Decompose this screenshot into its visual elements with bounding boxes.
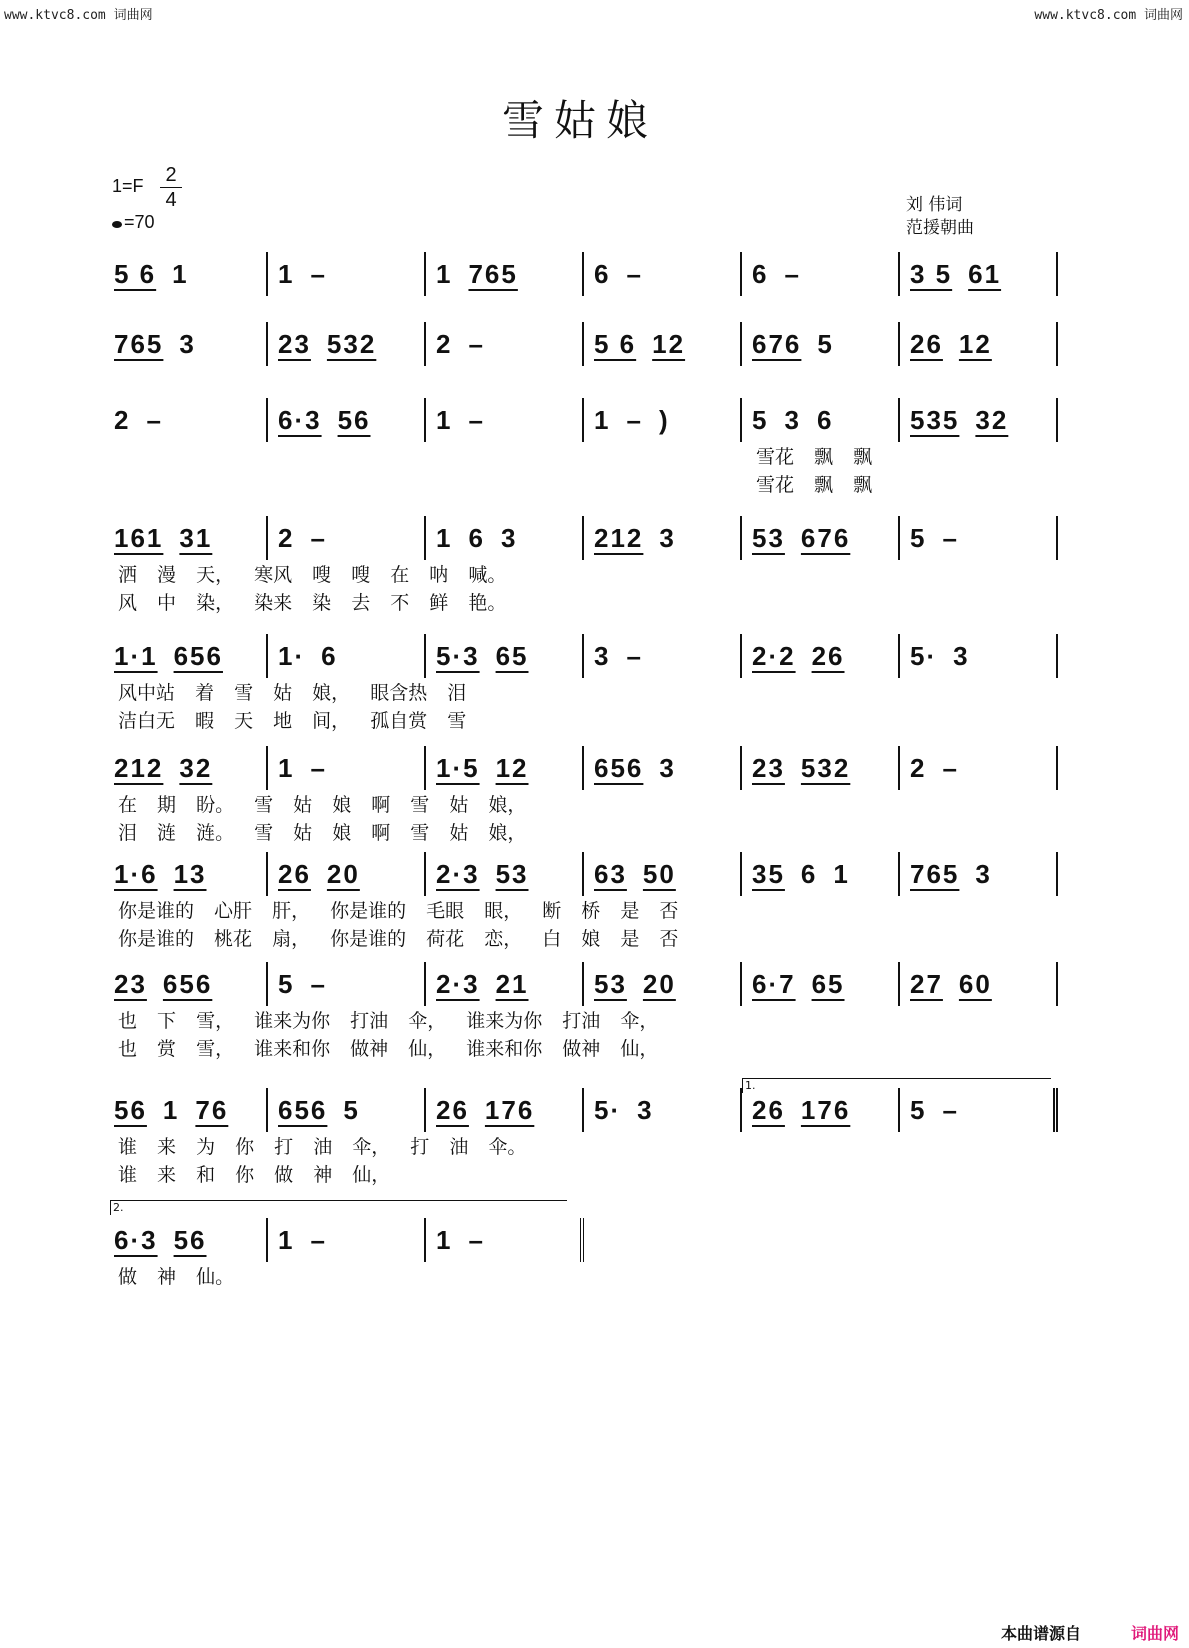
note-group: 23 bbox=[752, 753, 785, 783]
watermark-left: www.ktvc8.com 词曲网 bbox=[4, 8, 153, 23]
note-group: – bbox=[942, 1095, 959, 1125]
measure bbox=[742, 1088, 900, 1132]
note-group: 20 bbox=[642, 969, 676, 999]
measure bbox=[268, 852, 426, 896]
song-title: 雪姑娘 bbox=[501, 96, 658, 145]
notes-line bbox=[110, 1088, 1055, 1132]
note-group: 3 5 bbox=[910, 259, 953, 289]
footer bbox=[1001, 1621, 1179, 1644]
notes-line bbox=[110, 746, 1055, 790]
score-row bbox=[110, 962, 1055, 1062]
note-group: 765 bbox=[114, 329, 164, 359]
note-group: 1 bbox=[278, 753, 295, 783]
score-row bbox=[110, 322, 1055, 366]
note-group: 5 6 bbox=[594, 329, 637, 359]
notes-line bbox=[110, 398, 1055, 442]
note-group: 1 bbox=[278, 259, 295, 289]
notes-line bbox=[110, 322, 1055, 366]
note-group: 1·1 bbox=[114, 641, 158, 671]
measure bbox=[426, 516, 584, 560]
note-group: 5 bbox=[910, 1095, 927, 1125]
note-group: – bbox=[468, 1225, 485, 1255]
lyrics-line: 泪 涟 涟。 雪 姑 娘 啊 雪 姑 娘， bbox=[118, 822, 527, 844]
note-group: 13 bbox=[173, 859, 207, 889]
note-group: 1 bbox=[833, 859, 850, 889]
note-group: 26 bbox=[811, 641, 845, 671]
note-group: 176 bbox=[800, 1095, 851, 1125]
measure bbox=[268, 398, 426, 442]
footer-brand: 词曲网 bbox=[1130, 1624, 1179, 1643]
note-group: 26 bbox=[910, 329, 943, 359]
quarter-note-icon bbox=[112, 221, 122, 228]
lyrics-line: 谁 来 为 你 打 油 伞， 打 油 伞。 bbox=[118, 1136, 527, 1158]
measure bbox=[426, 634, 584, 678]
footer-source: 本曲谱源自 bbox=[1000, 1624, 1081, 1643]
measure bbox=[110, 1088, 268, 1132]
note-group: 5· bbox=[594, 1095, 622, 1125]
note-group: – bbox=[468, 405, 485, 435]
measure bbox=[584, 1088, 742, 1132]
note-group: 32 bbox=[179, 753, 213, 783]
note-group: 5 bbox=[817, 329, 834, 359]
note-group: – bbox=[626, 259, 643, 289]
note-group: 26 bbox=[278, 859, 311, 889]
note-group: 5· bbox=[910, 641, 938, 671]
note-group: 1 bbox=[594, 405, 611, 435]
measure bbox=[900, 398, 1058, 442]
tempo-value: =70 bbox=[124, 212, 155, 232]
lyrics-line: 洁白无 暇 天 地 间， 孤自赏 雪 bbox=[118, 710, 467, 732]
measure bbox=[742, 962, 900, 1006]
note-group: 535 bbox=[910, 405, 960, 435]
note-group: – bbox=[310, 753, 327, 783]
notes-line bbox=[110, 634, 1055, 678]
note-group: 1·6 bbox=[114, 859, 158, 889]
note-group: 2·3 bbox=[436, 969, 480, 999]
measure bbox=[584, 322, 742, 366]
measure bbox=[110, 1218, 268, 1262]
note-group: 61 bbox=[968, 259, 1002, 289]
measure bbox=[268, 1088, 426, 1132]
note-group: 1 bbox=[436, 405, 453, 435]
measure bbox=[742, 322, 900, 366]
note-group: 2 bbox=[278, 523, 295, 553]
note-group: 6·3 bbox=[278, 405, 322, 435]
notes-line bbox=[110, 852, 1055, 896]
score-row bbox=[110, 516, 1055, 616]
measure bbox=[742, 252, 900, 296]
note-group: 2·3 bbox=[436, 859, 480, 889]
measure bbox=[900, 252, 1058, 296]
note-group: – bbox=[310, 259, 327, 289]
measure bbox=[268, 634, 426, 678]
note-group: 26 bbox=[752, 1095, 785, 1125]
measure bbox=[900, 322, 1058, 366]
note-group: 56 bbox=[114, 1095, 147, 1125]
note-group: 6·3 bbox=[114, 1225, 158, 1255]
note-group: 31 bbox=[179, 523, 213, 553]
lyrics-line: 做 神 仙。 bbox=[118, 1266, 235, 1288]
note-group: 5 bbox=[910, 523, 927, 553]
lyrics-line: 谁 来 和 你 做 神 仙， bbox=[118, 1164, 391, 1186]
note-group: 56 bbox=[337, 405, 371, 435]
measure bbox=[268, 746, 426, 790]
measure bbox=[110, 398, 268, 442]
note-group: 6 bbox=[594, 259, 611, 289]
lyrics-line: 你是谁的 心肝 肝， 你是谁的 毛眼 眼， 断 桥 是 否 bbox=[118, 900, 679, 922]
measure bbox=[426, 962, 584, 1006]
note-group: 2 bbox=[114, 405, 131, 435]
note-group: – bbox=[146, 405, 163, 435]
note-group: 656 bbox=[162, 969, 213, 999]
note-group: 26 bbox=[436, 1095, 469, 1125]
lyrics-line: 风 中 染， 染来 染 去 不 鲜 艳。 bbox=[118, 592, 507, 614]
note-group: 1 bbox=[436, 259, 453, 289]
ending-bracket: 1. bbox=[742, 1078, 1051, 1093]
note-group: 27 bbox=[910, 969, 943, 999]
measure bbox=[742, 852, 900, 896]
note-group: – bbox=[942, 753, 959, 783]
time-bottom: 4 bbox=[165, 189, 177, 211]
measure bbox=[900, 634, 1058, 678]
note-group: 53 bbox=[495, 859, 529, 889]
lyrics-line: 雪花 飘 飘 bbox=[756, 446, 873, 468]
note-group: 3 bbox=[637, 1095, 654, 1125]
note-group: – bbox=[310, 1225, 327, 1255]
note-group: 3 bbox=[784, 405, 801, 435]
note-group: 12 bbox=[495, 753, 529, 783]
note-group: 6 bbox=[752, 259, 769, 289]
note-group: 532 bbox=[800, 753, 851, 783]
notes-line bbox=[110, 962, 1055, 1006]
measure bbox=[110, 516, 268, 560]
note-group: 3 bbox=[500, 523, 518, 553]
note-group: – bbox=[468, 329, 485, 359]
measure bbox=[900, 962, 1058, 1006]
note-group: 1 bbox=[162, 1095, 180, 1125]
note-group: 1 bbox=[436, 523, 453, 553]
note-group: 3 bbox=[594, 641, 611, 671]
score-row bbox=[110, 1201, 1055, 1290]
measure bbox=[426, 252, 584, 296]
note-group: 656 bbox=[278, 1095, 328, 1125]
measure bbox=[110, 634, 268, 678]
lyrics-line: 洒 漫 天， 寒风 嗖 嗖 在 呐 喊。 bbox=[118, 564, 507, 586]
measure bbox=[426, 746, 584, 790]
note-group: 161 bbox=[114, 523, 164, 553]
time-top: 2 bbox=[165, 164, 177, 186]
note-group: – bbox=[784, 259, 801, 289]
note-group: 3 bbox=[975, 859, 992, 889]
note-group: 53 bbox=[752, 523, 785, 553]
note-group: 65 bbox=[811, 969, 845, 999]
measure bbox=[268, 322, 426, 366]
note-group: 12 bbox=[652, 329, 686, 359]
measure bbox=[742, 634, 900, 678]
measure bbox=[584, 962, 742, 1006]
note-group: 2·2 bbox=[752, 641, 796, 671]
measure bbox=[900, 1088, 1058, 1132]
measure bbox=[426, 322, 584, 366]
note-group: 5·3 bbox=[436, 641, 480, 671]
note-group: 2 bbox=[436, 329, 453, 359]
note-group: 676 bbox=[752, 329, 802, 359]
note-group: – bbox=[310, 969, 327, 999]
score-row bbox=[110, 746, 1055, 846]
score-row bbox=[110, 634, 1055, 734]
composer-credit: 范援朝曲 bbox=[906, 218, 974, 238]
measure bbox=[426, 852, 584, 896]
measure bbox=[268, 252, 426, 296]
time-signature bbox=[160, 164, 182, 211]
measure bbox=[742, 398, 900, 442]
note-group: 5 6 bbox=[114, 259, 157, 289]
note-group: 32 bbox=[975, 405, 1009, 435]
note-group: – bbox=[310, 523, 327, 553]
note-group: 6 bbox=[816, 405, 834, 435]
score-row bbox=[110, 398, 1055, 498]
note-group: 23 bbox=[278, 329, 311, 359]
measure bbox=[900, 852, 1058, 896]
measure bbox=[110, 322, 268, 366]
note-group: 176 bbox=[484, 1095, 535, 1125]
measure bbox=[426, 1088, 584, 1132]
note-group: 5 bbox=[343, 1095, 360, 1125]
note-group: 53 bbox=[594, 969, 627, 999]
lyrics-line: 也 赏 雪， 谁来和你 做神 仙， 谁来和你 做神 仙， bbox=[118, 1038, 659, 1060]
note-group: 20 bbox=[326, 859, 360, 889]
note-group: 6 bbox=[321, 641, 338, 671]
note-group: 3 bbox=[659, 523, 676, 553]
measure bbox=[584, 398, 742, 442]
note-group: 6·7 bbox=[752, 969, 796, 999]
note-group: 3 bbox=[953, 641, 970, 671]
measure bbox=[110, 746, 268, 790]
note-group: 1 bbox=[436, 1225, 453, 1255]
measure bbox=[584, 634, 742, 678]
measure bbox=[426, 1218, 584, 1262]
note-group: 1 bbox=[172, 259, 189, 289]
score-row bbox=[110, 1079, 1055, 1188]
note-group: 5 bbox=[278, 969, 295, 999]
measure bbox=[268, 962, 426, 1006]
measure bbox=[268, 516, 426, 560]
lyrics-line: 风中站 着 雪 姑 娘， 眼含热 泪 bbox=[118, 682, 467, 704]
note-group: 212 bbox=[594, 523, 644, 553]
note-group: 656 bbox=[594, 753, 644, 783]
measure bbox=[426, 398, 584, 442]
measure bbox=[900, 516, 1058, 560]
note-group: 21 bbox=[495, 969, 529, 999]
measure bbox=[900, 746, 1058, 790]
note-group: 765 bbox=[910, 859, 960, 889]
note-group: 12 bbox=[958, 329, 992, 359]
measure bbox=[584, 516, 742, 560]
measure bbox=[742, 746, 900, 790]
key-signature: 1=F bbox=[112, 176, 144, 196]
measure bbox=[584, 852, 742, 896]
note-group: – bbox=[942, 523, 959, 553]
measure bbox=[268, 1218, 426, 1262]
note-group: 656 bbox=[173, 641, 223, 671]
note-group: 56 bbox=[173, 1225, 207, 1255]
note-group: ) bbox=[658, 405, 670, 435]
measure bbox=[742, 516, 900, 560]
lyrics-line: 也 下 雪， 谁来为你 打油 伞， 谁来为你 打油 伞， bbox=[118, 1010, 659, 1032]
note-group: 65 bbox=[495, 641, 529, 671]
note-group: 6 bbox=[468, 523, 485, 553]
note-group: 1·5 bbox=[436, 753, 480, 783]
note-group: – bbox=[626, 405, 643, 435]
note-group: 2 bbox=[910, 753, 927, 783]
note-group: 76 bbox=[195, 1095, 229, 1125]
note-group: 35 bbox=[752, 859, 785, 889]
note-group: 3 bbox=[179, 329, 196, 359]
note-group: 23 bbox=[114, 969, 147, 999]
notes-line bbox=[110, 516, 1055, 560]
note-group: 3 bbox=[659, 753, 676, 783]
note-group: 6 bbox=[800, 859, 818, 889]
tempo-marking bbox=[112, 212, 155, 233]
lyricist-credit: 刘 伟词 bbox=[906, 195, 963, 215]
note-group: 5 bbox=[752, 405, 769, 435]
score-row bbox=[110, 252, 1055, 296]
note-group: 676 bbox=[800, 523, 851, 553]
lyrics-line: 你是谁的 桃花 扇， 你是谁的 荷花 恋， 白 娘 是 否 bbox=[118, 928, 679, 950]
note-group: 63 bbox=[594, 859, 627, 889]
measure bbox=[110, 252, 268, 296]
note-group: 1 bbox=[278, 1225, 295, 1255]
note-group: 50 bbox=[642, 859, 676, 889]
score-row bbox=[110, 852, 1055, 952]
note-group: 60 bbox=[958, 969, 992, 999]
note-group: 532 bbox=[326, 329, 377, 359]
measure bbox=[584, 746, 742, 790]
measure bbox=[110, 962, 268, 1006]
watermark-right: www.ktvc8.com 词曲网 bbox=[1034, 8, 1183, 23]
note-group: – bbox=[626, 641, 643, 671]
measure bbox=[110, 852, 268, 896]
lyrics-line: 雪花 飘 飘 bbox=[756, 474, 873, 496]
notes-line bbox=[110, 252, 1055, 296]
note-group: 1· bbox=[278, 641, 306, 671]
lyrics-line: 在 期 盼。 雪 姑 娘 啊 雪 姑 娘， bbox=[118, 794, 527, 816]
notes-line bbox=[110, 1218, 1055, 1262]
ending-bracket: 2. bbox=[110, 1200, 567, 1215]
note-group: 765 bbox=[468, 259, 518, 289]
note-group: 212 bbox=[114, 753, 164, 783]
measure bbox=[584, 252, 742, 296]
